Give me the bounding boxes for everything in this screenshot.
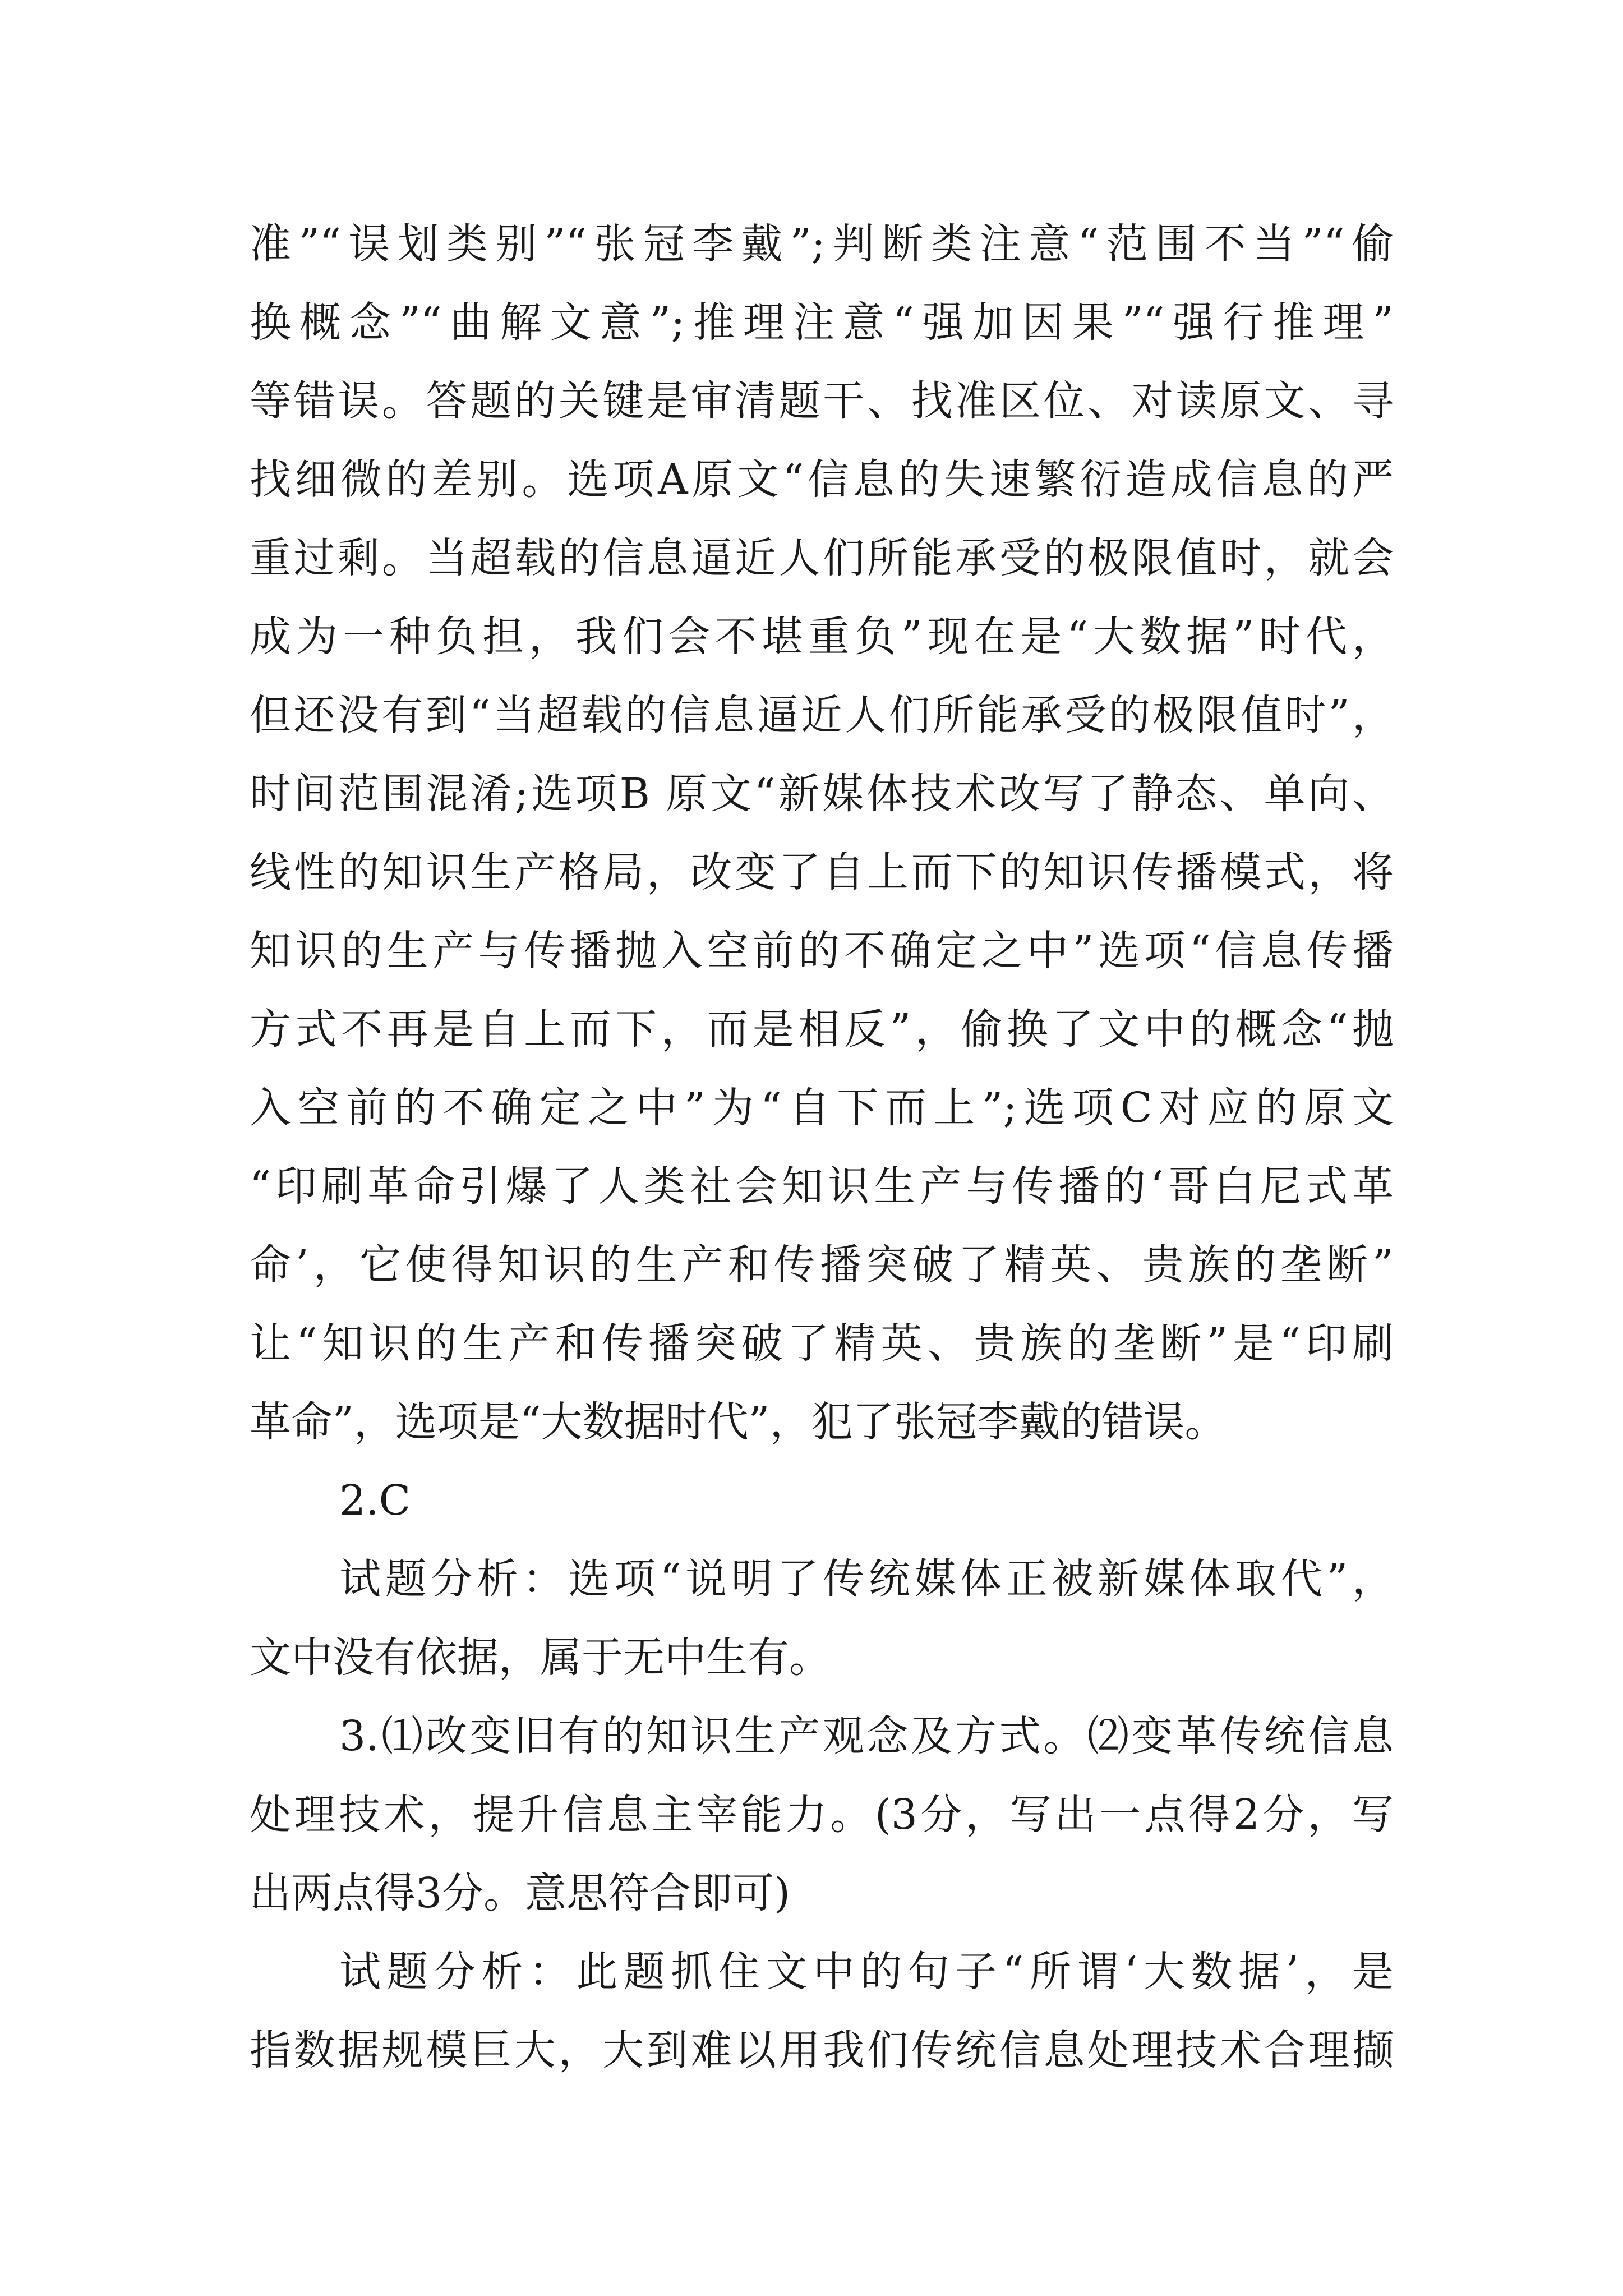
text-line: 找细微的差别。选项A原文“信息的失速繁衍造成信息的严 xyxy=(250,455,1394,504)
text-line: 命’，它使得知识的生产和传播突破了精英、贵族的垄断” xyxy=(250,1241,1394,1289)
text-line: 时间范围混淆;选项B 原文“新媒体技术改写了静态、单向、 xyxy=(250,770,1394,818)
text-line: 方式不再是自上而下，而是相反”，偷换了文中的概念“抛 xyxy=(250,1005,1394,1053)
text-line: 入空前的不确定之中”为“自下而上”;选项C对应的原文 xyxy=(250,1084,1394,1132)
text-line: 但还没有到“当超载的信息逼近人们所能承受的极限值时”， xyxy=(250,691,1394,739)
text-line: 准”“误划类别”“张冠李戴”;判断类注意“范围不当”“偷 xyxy=(250,220,1394,268)
text-line: 革命”，选项是“大数据时代”，犯了张冠李戴的错误。 xyxy=(250,1398,1227,1446)
text-line: 出两点得3分。意思符合即可) xyxy=(250,1869,790,1917)
text-line: 重过剩。当超载的信息逼近人们所能承受的极限值时，就会 xyxy=(250,534,1394,582)
text-line: 试题分析：此题抓住文中的句子“所谓‘大数据’，是 xyxy=(339,1948,1394,1996)
text-line: 让“知识的生产和传播突破了精英、贵族的垄断”是“印刷 xyxy=(250,1319,1394,1368)
text-line: 线性的知识生产格局，改变了自上而下的知识传播模式，将 xyxy=(250,848,1394,896)
text-line: 试题分析：选项“说明了传统媒体正被新媒体取代”， xyxy=(339,1555,1394,1603)
text-line: 指数据规模巨大，大到难以用我们传统信息处理技术合理撷 xyxy=(250,2026,1394,2074)
text-line: 处理技术，提升信息主宰能力。(3分，写出一点得2分，写 xyxy=(250,1791,1394,1839)
body-text xyxy=(250,205,1394,2090)
text-line: 文中没有依据，属于无中生有。 xyxy=(250,1634,831,1682)
text-line: 成为一种负担，我们会不堪重负”现在是“大数据”时代， xyxy=(250,613,1394,661)
text-line: “印刷革命引爆了人类社会知识生产与传播的‘哥白尼式革 xyxy=(250,1162,1394,1211)
text-line: 等错误。答题的关键是审清题干、找准区位、对读原文、寻 xyxy=(250,377,1394,425)
text-line: 换概念”“曲解文意”;推理注意“强加因果”“强行推理” xyxy=(250,298,1394,347)
text-line: 知识的生产与传播抛入空前的不确定之中”选项“信息传播 xyxy=(250,927,1394,975)
answer-number: 2.C xyxy=(339,1476,411,1525)
answer-number: 3.⑴改变旧有的知识生产观念及方式。⑵变革传统信息 xyxy=(339,1712,1394,1760)
